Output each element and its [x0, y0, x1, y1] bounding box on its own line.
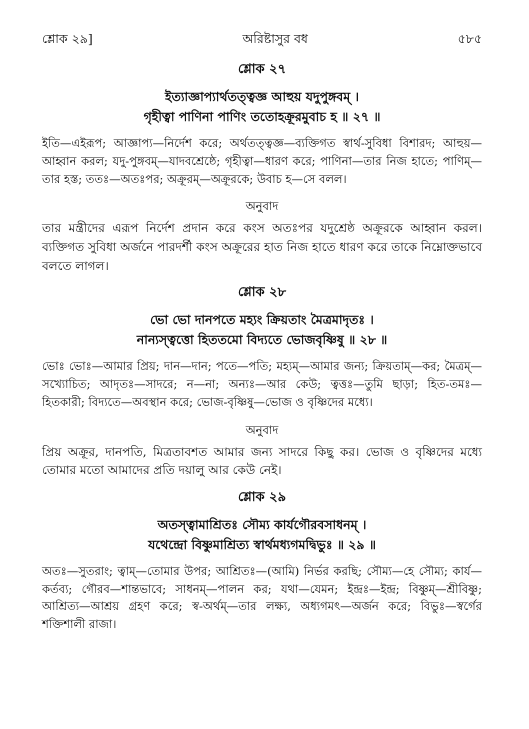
sloka-29-line1: অতস্ত্বামাশ্রিতঃ সৌম্য কার্যগৌরবসাধনম্ ।	[157, 516, 367, 532]
sloka-29-line2: যথেন্দ্রো বিষ্ণুমাশ্রিত্য স্বার্থমধ্যগমদ্বিভুঃ ॥ ২৯ ॥	[148, 536, 376, 552]
sloka-29-verse	[42, 515, 482, 555]
sloka-27-line1: ইত্যাজ্ঞাপ্যার্থতত্ত্বজ্ঞ আহুয় যদুপুঙ্গবম্ ।	[164, 89, 360, 104]
sloka-29-word-meanings	[42, 563, 482, 634]
header-chapter-title: অরিষ্টাসুর বধ	[242, 31, 308, 46]
book-page	[42, 30, 482, 634]
page-header	[42, 30, 482, 52]
header-sloka-ref: শ্লোক ২৯]	[42, 31, 93, 46]
sloka-27-translation-text: তার মন্ত্রীদের এরূপ নির্দেশ প্রদান করে কংস অতঃপর যদুশ্রেষ্ঠ অক্রূরকে আহ্বান করল। ব্যক্তিগত সুবিধা অর্জনে পারদর্শী কংস অক্রূরের হাত নিজ হাতে ধারণ করে তাকে নিম্নোক্তভাবে বলতে লাগল।	[42, 221, 482, 273]
sloka-27-title: শ্লোক ২৭	[237, 62, 287, 77]
sloka-27-translation	[42, 219, 482, 275]
sloka-28-line1: ভো ভো দানপতে মহ্যং ক্রিয়তাং মৈত্রমাদৃতঃ ।	[150, 312, 374, 328]
sloka-27-synonyms: ইতি—এইরূপ; আজ্ঞাপ্য—নির্দেশ করে; অর্থতত্ত্বজ্ঞ—ব্যক্তিগত স্বার্থ-সুবিধা বিশারদ; আহুয়—আহ্বান করল; যদু-পুঙ্গবম্—যাদবশ্রেষ্ঠে; গৃহীত্বা—ধারণ করে; পাণিনা—তার নিজ হাতে; পাণিম্—তার হস্ত; ততঃ—অতঃপর; অক্রূরম্—অক্রূরকে; উবাচ হ—সে বলল।	[42, 136, 482, 186]
header-page-number: ৫৮৫	[457, 31, 482, 46]
sloka-28-translation	[42, 443, 482, 480]
sloka-27-line2: গৃহীত্বা পাণিনা পাণিং ততোহক্রূরমুবাচ হ ॥ ২৭ ॥	[143, 109, 381, 124]
sloka-29-synonyms: অতঃ—সুতরাং; ত্বাম্—তোমার উপর; আশ্রিতঃ—(আমি) নির্ভর করছি; সৌম্য—হে সৌম্য; কার্য—কর্তব্য; গৌরব—শান্তভাবে; সাধনম্—পালন কর; যথা—যেমন; ইন্দ্রঃ—ইন্দ্র; বিষ্ণুম্—শ্রীবিষ্ণু; আশ্রিত্য—আশ্রয় গ্রহণ করে; স্ব-অর্থম্—তার লক্ষ্য, অধ্যগমৎ—অর্জন করে; বিভুঃ—স্বর্গের শক্তিশালী রাজা।	[42, 563, 482, 632]
sloka-28-word-meanings	[42, 358, 482, 411]
sloka-28-translation-text: প্রিয় অক্রূর, দানপতি, মিত্রতাবশত আমার জন্য সাদরে কিছু কর। ভোজ ও বৃষ্ণিদের মধ্যে তোমার মতো আমাদের প্রতি দয়ালু আর কেউ নেই।	[42, 444, 482, 478]
sloka-28-title: শ্লোক ২৮	[237, 285, 287, 301]
sloka-27-word-meanings	[42, 135, 482, 188]
sloka-28-translation-title: অনুবাদ	[245, 422, 279, 437]
sloka-27-translation-title: অনুবাদ	[245, 199, 279, 214]
sloka-28-line2: নান্যস্ত্বত্তো হিততমো বিদ্যতে ভোজবৃষ্ণিষু ॥ ২৮ ॥	[136, 332, 388, 348]
sloka-29-title: শ্লোক ২৯	[237, 489, 287, 505]
sloka-28-verse	[42, 310, 482, 350]
sloka-28-synonyms: ভোঃ ভোঃ—আমার প্রিয়; দান—দান; পতে—পতি; মহ্যম্—আমার জন্য; ক্রিয়তাম্—কর; মৈত্রম্—সখ্যোচিত; আদৃতঃ—সাদরে; ন—না; অন্যঃ—আর কেউ; ত্বত্তঃ—তুমি ছাড়া; হিত-তমঃ—হিতকারী; বিদ্যতে—অবস্থান করে; ভোজ-বৃষ্ণিষু—ভোজ ও বৃষ্ণিদের মধ্যে।	[42, 359, 482, 409]
sloka-27-verse	[42, 87, 482, 127]
